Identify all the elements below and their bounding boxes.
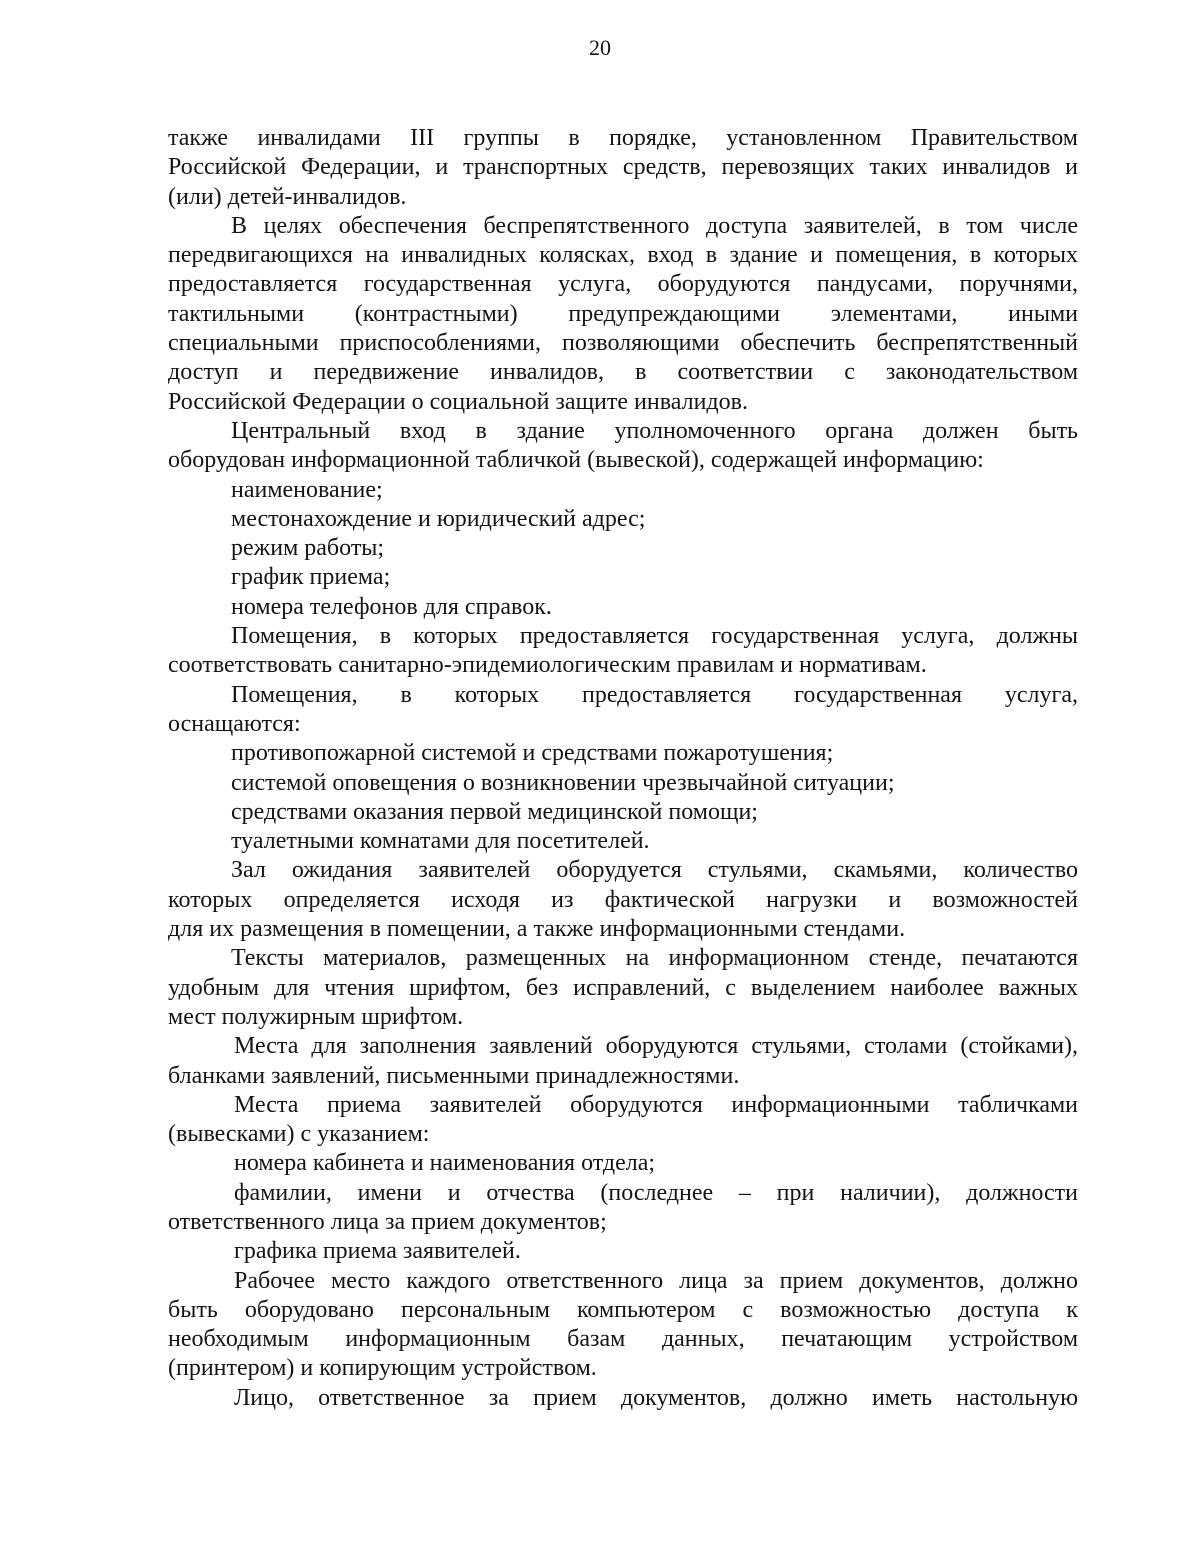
text-line: необходимым информационным базам данных, печатающим устройством (168, 1326, 1078, 1353)
text-line: (принтером) и копирующим устройством. (168, 1355, 597, 1382)
text-line: бланками заявлений, письменными принадлежностями. (168, 1062, 740, 1089)
list-item: график приема; (231, 564, 391, 591)
text-line: быть оборудовано персональным компьютером с возможностью доступа к (168, 1296, 1078, 1323)
text-line: Места приема заявителей оборудуются информационными табличками (234, 1091, 1078, 1118)
text-line: мест полужирным шрифтом. (168, 1003, 464, 1030)
text-line: Российской Федерации, и транспортных средств, перевозящих таких инвалидов и (168, 154, 1078, 181)
list-item: системой оповещения о возникновении чрезвычайной ситуации; (231, 769, 895, 796)
list-item: средствами оказания первой медицинской помощи; (231, 798, 758, 825)
list-item: местонахождение и юридический адрес; (231, 505, 646, 532)
text-line: тактильными (контрастными) предупреждающими элементами, иными (168, 300, 1078, 327)
text-line: (или) детей-инвалидов. (168, 183, 407, 210)
page-number: 20 (589, 35, 611, 60)
text-line: доступ и передвижение инвалидов, в соответствии с законодательством (168, 359, 1078, 386)
list-item: графика приема заявителей. (234, 1238, 521, 1265)
text-line: специальными приспособлениями, позволяющими обеспечить беспрепятственный (168, 330, 1078, 357)
text-line: для их размещения в помещении, а также информационными стендами. (168, 916, 906, 943)
text-line: соответствовать санитарно-эпидемиологическим правилам и нормативам. (168, 652, 927, 679)
text-line: Тексты материалов, размещенных на информационном стенде, печатаются (231, 945, 1078, 972)
document-body (168, 124, 1078, 1413)
text-line: оборудован информационной табличкой (вывеской), содержащей информацию: (168, 447, 984, 474)
text-line: ответственного лица за прием документов; (168, 1208, 607, 1235)
text-line: Места для заполнения заявлений оборудуются стульями, столами (стойками), (234, 1033, 1078, 1060)
list-item: номера кабинета и наименования отдела; (234, 1150, 656, 1177)
text-line: В целях обеспечения беспрепятственного доступа заявителей, в том числе (231, 212, 1078, 239)
list-item: режим работы; (231, 535, 385, 562)
text-line: Рабочее место каждого ответственного лица за прием документов, должно (234, 1267, 1078, 1294)
text-line: удобным для чтения шрифтом, без исправлений, с выделением наиболее важных (168, 974, 1078, 1001)
text-line: (вывесками) с указанием: (168, 1121, 430, 1148)
text-line: Помещения, в которых предоставляется государственная услуга, (231, 681, 1078, 708)
text-line: предоставляется государственная услуга, оборудуются пандусами, поручнями, (168, 271, 1078, 298)
text-line: Российской Федерации о социальной защите инвалидов. (168, 388, 748, 415)
text-line: передвигающихся на инвалидных колясках, вход в здание и помещения, в которых (168, 242, 1078, 269)
list-item: наименование; (231, 476, 383, 503)
text-line: Центральный вход в здание уполномоченного органа должен быть (231, 417, 1078, 444)
text-line: которых определяется исходя из фактической нагрузки и возможностей (168, 886, 1078, 913)
list-item: туалетными комнатами для посетителей. (231, 828, 650, 855)
list-item: фамилии, имени и отчества (последнее – при наличии), должности (234, 1179, 1078, 1206)
text-line: также инвалидами III группы в порядке, установленном Правительством (168, 125, 1078, 151)
list-item: номера телефонов для справок. (231, 593, 552, 620)
list-item: противопожарной системой и средствами пожаротушения; (231, 740, 834, 767)
text-line: Лицо, ответственное за прием документов, должно иметь настольную (234, 1384, 1078, 1411)
text-line: Зал ожидания заявителей оборудуется стульями, скамьями, количество (231, 857, 1078, 884)
text-line: оснащаются: (168, 710, 301, 737)
text-line: Помещения, в которых предоставляется государственная услуга, должны (231, 623, 1078, 650)
